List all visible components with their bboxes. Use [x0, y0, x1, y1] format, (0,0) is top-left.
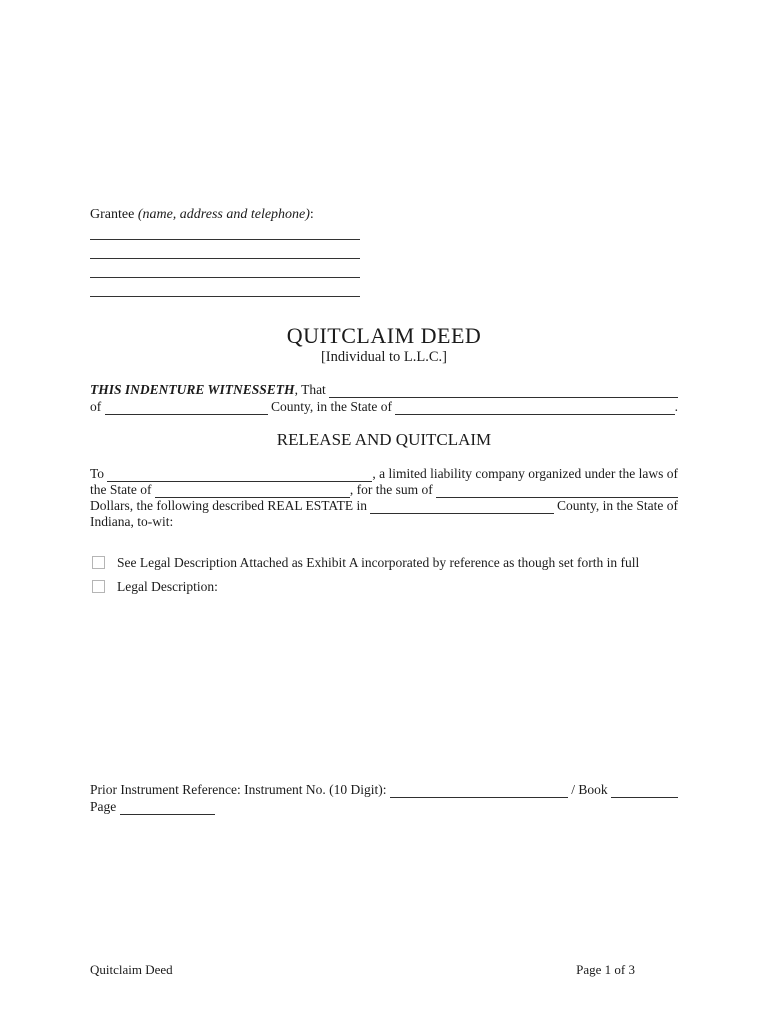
release-line-3 [90, 498, 678, 514]
property-county-blank[interactable] [370, 501, 553, 514]
release-county-text: County, in the State of [553, 498, 678, 513]
exhibit-a-checkbox[interactable] [92, 556, 105, 569]
sum-amount-blank[interactable] [436, 485, 678, 498]
release-line-1 [90, 466, 678, 482]
grantor-state-blank[interactable] [395, 402, 674, 415]
grantee-label-text: Grantee [90, 207, 138, 222]
legal-description-label: Legal Description: [117, 579, 218, 594]
document-subtitle: [Individual to L.L.C.] [320, 349, 448, 365]
release-indiana-text: Indiana, to-wit: [90, 514, 174, 529]
book-number-blank[interactable] [611, 785, 678, 798]
grantee-label-hint: (name, address and telephone) [137, 207, 310, 222]
page-label: Page [90, 799, 120, 814]
legal-description-option-row [90, 579, 678, 603]
prior-instrument-line-1 [90, 781, 678, 798]
release-sum-text: , for the sum of [349, 482, 437, 497]
grantor-name-blank[interactable] [329, 385, 678, 398]
page-number-blank[interactable] [120, 802, 215, 815]
indenture-line-2 [90, 398, 678, 415]
indenture-section [90, 381, 678, 415]
release-dollars-text: Dollars, the following described REAL ESTATE in [90, 498, 371, 513]
prior-instrument-label: Prior Instrument Reference: Instrument No. (10 Digit): [90, 782, 390, 797]
release-llc-text: , a limited liability company organized under the laws of [372, 466, 678, 481]
title-block [90, 323, 678, 366]
legal-description-checkbox[interactable] [92, 580, 105, 593]
release-heading: RELEASE AND QUITCLAIM [276, 430, 492, 449]
release-line-4 [90, 514, 678, 530]
prior-instrument-section [90, 781, 678, 815]
release-to: To [90, 466, 108, 481]
grantee-address-line-1[interactable] [90, 240, 360, 259]
release-paragraph [90, 466, 678, 530]
instrument-number-blank[interactable] [390, 785, 568, 798]
indenture-county-text: County, in the State of [267, 399, 396, 414]
grantee-telephone-line[interactable] [90, 278, 360, 297]
exhibit-a-label: See Legal Description Attached as Exhibit A incorporated by reference as though set forth in full [117, 555, 640, 570]
document-title: QUITCLAIM DEED [286, 323, 482, 348]
exhibit-a-option-row [90, 555, 678, 579]
legal-description-options [90, 555, 678, 603]
footer-doc-title: Quitclaim Deed [90, 962, 173, 977]
page-footer [90, 962, 635, 977]
grantor-county-blank[interactable] [105, 402, 268, 415]
indenture-period: . [674, 399, 678, 414]
llc-state-blank[interactable] [155, 485, 350, 498]
grantee-section [90, 207, 678, 297]
grantee-address-line-2[interactable] [90, 259, 360, 278]
indenture-lead: THIS INDENTURE WITNESSETH [90, 382, 295, 397]
release-state-of: the State of [90, 482, 155, 497]
indenture-line-1 [90, 381, 678, 398]
llc-name-blank[interactable] [107, 469, 372, 482]
footer-page-number: Page 1 of 3 [576, 962, 635, 977]
release-line-2 [90, 482, 678, 498]
grantee-label [90, 207, 678, 223]
indenture-that: , That [294, 382, 330, 397]
prior-instrument-line-2 [90, 798, 678, 815]
grantee-label-colon: : [309, 207, 314, 222]
book-label: / Book [567, 782, 611, 797]
grantee-name-line[interactable] [90, 223, 360, 240]
indenture-of: of [90, 399, 105, 414]
